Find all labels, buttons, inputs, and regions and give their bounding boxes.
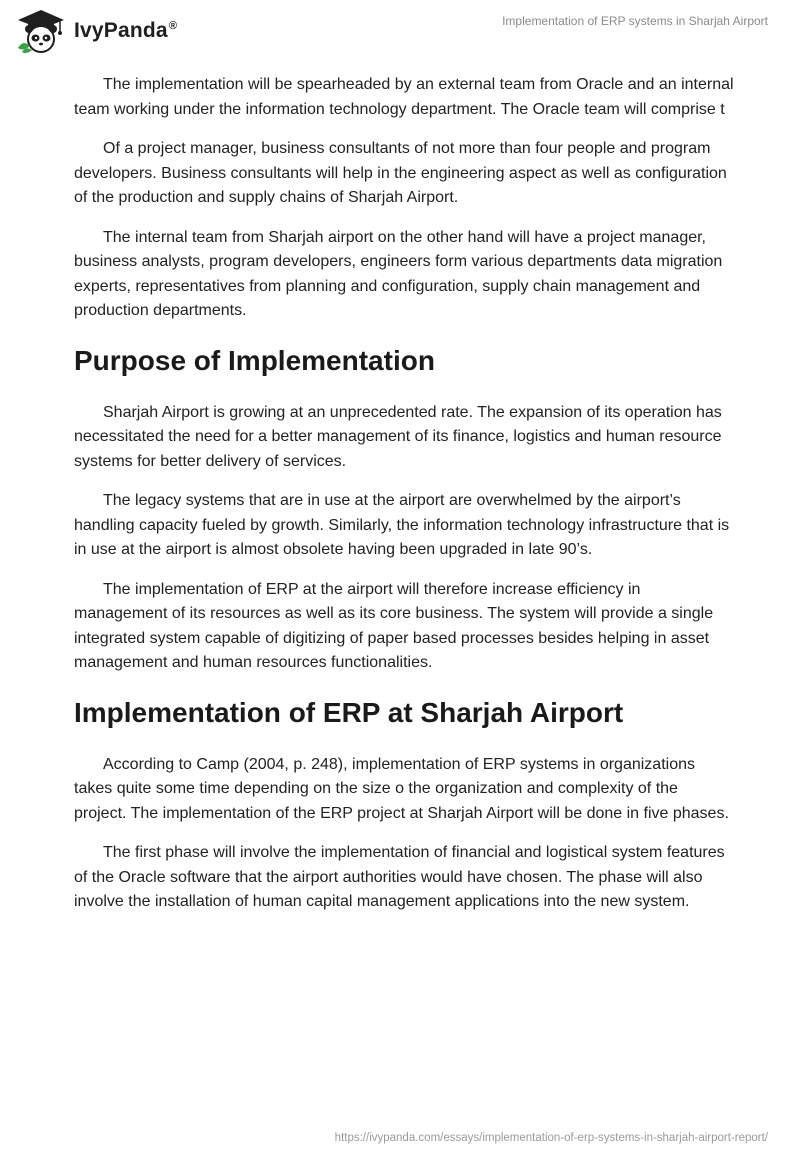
page-header: [0, 0, 800, 66]
paragraph: The first phase will involve the implementation of financial and logistical system features of the Oracle software that the airport authorities would have chosen. The phase will also involve the installation of human capital management applications into the new system.: [74, 844, 725, 910]
paragraph: The internal team from Sharjah airport on the other hand will have a project manager, business analysts, program developers, engineers form various departments data migration experts, representatives from planning and configuration, supply chain management and production departments.: [74, 228, 723, 319]
source-url[interactable]: https://ivypanda.com/essays/implementation-of-erp-systems-in-sharjah-airport-report/: [334, 1132, 768, 1144]
paragraph: The implementation of ERP at the airport will therefore increase efficiency in management of its resources as well as its core business. The system will provide a single integrated system capable of digitizing of paper based processes besides helping in asset management and human resources functionalities.: [74, 580, 714, 671]
essay-body: [74, 73, 734, 930]
paragraph: The legacy systems that are in use at the airport are overwhelmed by the airport’s handling capacity fueled by growth. Similarly, the information technology infrastructure that is in use at the airport is almost obsolete having been upgraded in late 90’s.: [74, 492, 730, 558]
paragraph: The implementation will be spearheaded by an external team from Oracle and an internal team working under the information technology department. The Oracle team will comprise t: [74, 76, 734, 118]
panda-graduate-icon: [14, 8, 68, 54]
ivypanda-logo[interactable]: [14, 8, 177, 54]
paragraph: According to Camp (2004, p. 248), implementation of ERP systems in organizations takes quite some time depending on the size o the organization and complexity of the project. The implementation of the ERP project at Sharjah Airport will be done in five phases.: [74, 755, 729, 822]
document-title: Implementation of ERP systems in Sharjah Airport: [502, 14, 768, 28]
logo-text: IvyPanda®: [74, 19, 178, 42]
paragraph: Sharjah Airport is growing at an unprecedented rate. The expansion of its operation has necessitated the need for a better management of its finance, logistics and human resource systems for better delivery of services.: [74, 403, 722, 470]
section-heading-implementation: Implementation of ERP at Sharjah Airport: [74, 696, 624, 728]
paragraph: Of a project manager, business consultants of not more than four people and program developers. Business consultants will help in the engineering aspect as well as configuration of the production and supply chains of Sharjah Airport.: [74, 140, 727, 206]
section-heading-purpose: Purpose of Implementation: [74, 344, 435, 376]
